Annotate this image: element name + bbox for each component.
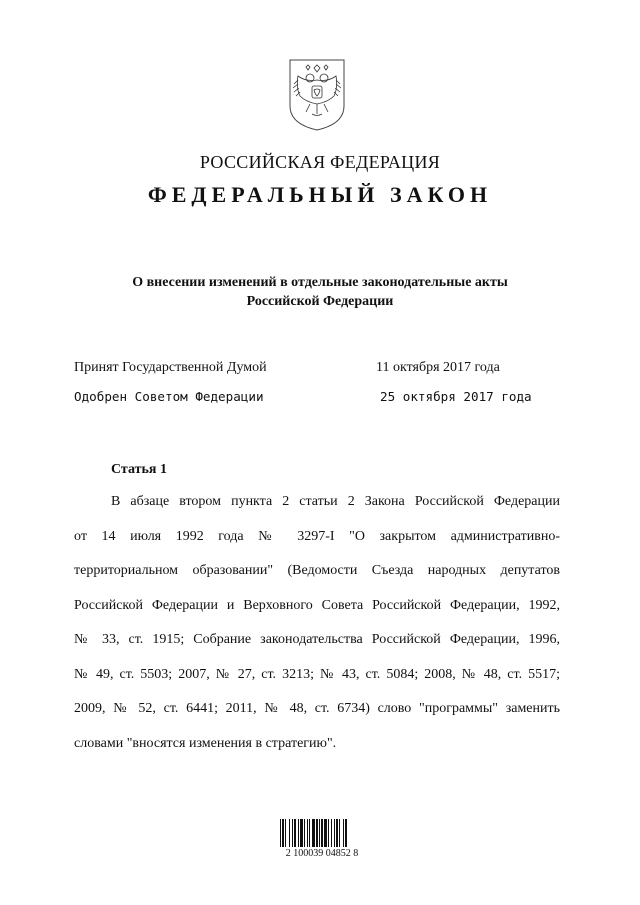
council-approval-date: 25 октября 2017 года: [380, 389, 532, 404]
paragraph-line: № 33, ст. 1915; Собрание законодательства Российской Федерации, 1996,: [74, 632, 560, 647]
paragraph-line: № 49, ст. 5503; 2007, № 27, ст. 3213; № 43, ст. 5084; 2008, № 48, ст. 5517;: [74, 667, 560, 682]
paragraph-line: Российской Федерации и Верховного Совета Российской Федерации, 1992,: [74, 598, 560, 613]
duma-adoption-date: 11 октября 2017 года: [376, 360, 500, 375]
duma-adoption-row: [74, 360, 544, 376]
law-subject-line-1: О внесении изменений в отдельные законодательные акты: [132, 275, 508, 290]
council-approval-label: Одобрен Советом Федерации: [74, 389, 264, 404]
article-heading: Статья 1: [111, 462, 167, 477]
coat-of-arms-icon: [286, 58, 348, 132]
country-name: РОССИЙСКАЯ ФЕДЕРАЦИЯ: [199, 152, 441, 172]
council-approval-row: [74, 389, 544, 404]
paragraph-line: словами "вносятся изменения в стратегию".: [74, 736, 337, 751]
law-title: ФЕДЕРАЛЬНЫЙ ЗАКОН: [147, 182, 493, 207]
paragraph-line: В абзаце втором пункта 2 статьи 2 Закона Российской Федерации: [111, 494, 560, 509]
barcode-block: [270, 808, 374, 860]
paragraph-line: от 14 июля 1992 года № 3297-I "О закрытом административно-: [74, 529, 560, 544]
barcode-icon: [280, 819, 364, 847]
law-subject: [80, 273, 560, 311]
duma-adoption-label: Принят Государственной Думой: [74, 360, 267, 375]
barcode-number: 2 100039 04852 8: [285, 848, 359, 859]
law-subject-line-2: Российской Федерации: [246, 294, 394, 309]
paragraph-line: территориальном образовании" (Ведомости Съезда народных депутатов: [74, 563, 560, 578]
paragraph-line: 2009, № 52, ст. 6441; 2011, № 48, ст. 6734) слово "программы" заменить: [74, 701, 560, 716]
